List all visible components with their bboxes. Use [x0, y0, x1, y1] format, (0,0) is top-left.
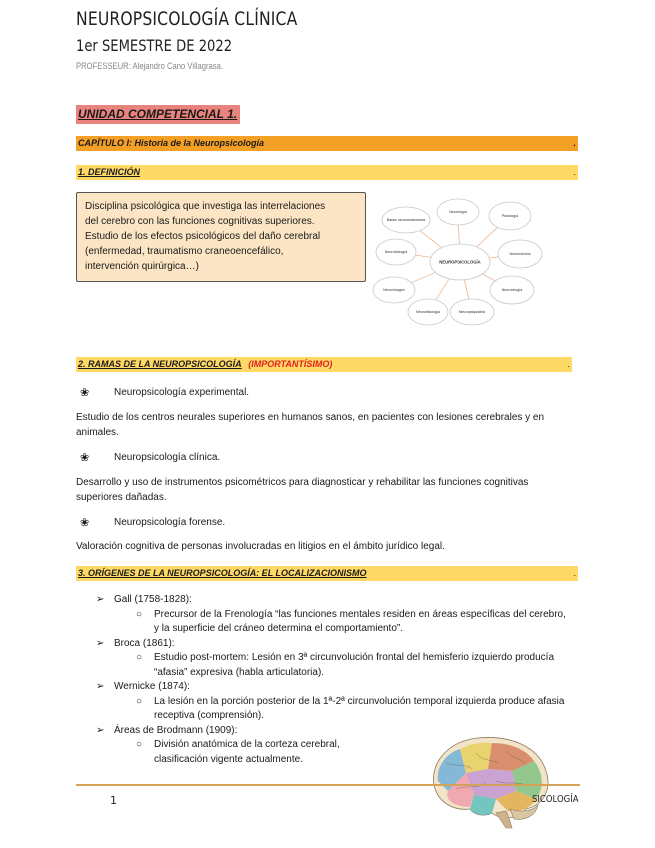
flower-bullet-icon: ❀ [80, 517, 90, 529]
footer-divider [76, 784, 580, 786]
diagram-center-label: NEUROPSICOLOGÍA [439, 259, 481, 265]
circle-bullet-icon: ○ [136, 608, 143, 620]
list-subitem [136, 651, 566, 680]
definition-line: intervención quirúrgica…) [85, 261, 199, 272]
origin-detail: Precursor de la Frenología “las funciones mentales residen en áreas específicas del cerebro, y la superficie del cráneo determina el comportamiento”. [154, 608, 566, 634]
definition-line: del cerebro con las funciones cognitivas superiores. [85, 216, 315, 227]
list-subitem [136, 608, 566, 637]
origin-name: Wernicke (1874): [114, 681, 190, 692]
brodmann-brain-image [426, 733, 554, 829]
rama-name: Neuropsicología experimental. [114, 387, 250, 398]
neuropsychology-diagram [372, 190, 547, 330]
rama-item [76, 516, 225, 529]
origin-detail: Estudio post-mortem: Lesión en 3ª circunvolución frontal del hemisferio izquierdo producía “afasia” expresiva (habla articulatoria). [154, 652, 555, 678]
origin-name: Gall (1758-1828): [114, 594, 192, 605]
chapter-dot: . [573, 138, 576, 148]
rama-description: Desarrollo y uso de instrumentos psicométricos para diagnosticar y rehabilitar las funciones cognitivas superiores dañadas. [76, 477, 529, 503]
diagram-node-label: Neurocirugía [501, 288, 523, 292]
list-item [96, 637, 566, 652]
origenes-heading-bar [76, 566, 578, 581]
circle-bullet-icon: ○ [136, 695, 143, 707]
circle-bullet-icon: ○ [136, 652, 143, 663]
origenes-heading: 3. ORÍGENES DE LA NEUROPSICOLOGÍA: EL LOCALIZACIONISMO [78, 568, 367, 578]
unit-heading: UNIDAD COMPETENCIAL 1. [76, 105, 240, 124]
flower-bullet-icon: ❀ [80, 387, 90, 399]
flower-bullet-icon: ❀ [80, 452, 90, 464]
semester-label: 1er SEMESTRE DE 2022 [76, 36, 233, 55]
origin-name: Áreas de Brodmann (1909): [114, 724, 238, 736]
diagram-node-label: Neuroimagen [383, 288, 405, 292]
origin-name: Broca (1861): [114, 637, 175, 649]
rama-description: Valoración cognitiva de personas involucradas en litigios en el ámbito jurídico legal. [76, 541, 445, 552]
arrow-bullet-icon: ➢ [96, 681, 105, 692]
definition-line: (enfermedad, traumatismo craneoencefálico, [85, 246, 284, 257]
diagram-node-label: Neurofisiología [416, 310, 440, 314]
important-label: (IMPORTANTÍSIMO) [248, 359, 333, 369]
rama-item [76, 451, 220, 464]
list-item [96, 680, 566, 695]
ramas-heading: 2. RAMAS DE LA NEUROPSICOLOGÍA [78, 359, 242, 369]
origin-detail: División anatómica de la corteza cerebral, clasificación vigente actualmente. [154, 739, 340, 765]
chapter-label: CAPÍTULO I: Historia de la Neuropsicología [78, 138, 265, 148]
rama-item [76, 386, 249, 399]
rama-name: Neuropsicología forense. [114, 517, 226, 528]
diagram-node-label: Neurobiología [384, 250, 408, 254]
ramas-heading-bar [76, 357, 572, 372]
arrow-bullet-icon: ➢ [96, 637, 105, 649]
diagram-node-label: Bases neuroanatómicas [386, 218, 426, 222]
arrow-bullet-icon: ➢ [96, 594, 105, 605]
diagram-node-label: Neuropsiquiatría [458, 310, 486, 314]
rama-description: Estudio de los centros neurales superiores en humanos sanos, en pacientes con lesiones cerebrales y en animales. [76, 412, 545, 438]
page-number: 1 [110, 794, 117, 807]
rama-name: Neuropsicología clínica. [114, 452, 221, 463]
origenes-dot: . [573, 568, 576, 578]
chapter-bar [76, 136, 578, 151]
diagram-node-label: Neurociencia [509, 252, 531, 256]
list-subitem [136, 695, 566, 724]
arrow-bullet-icon: ➢ [96, 724, 105, 736]
professor-label: PROFESSEUR: Alejandro Cano Villagrasa. [76, 61, 223, 71]
definition-heading-bar [76, 165, 578, 180]
definition-heading: 1. DEFINICIÓN [78, 167, 141, 177]
definition-box [76, 192, 366, 282]
diagram-node-label: Neurología [449, 210, 467, 214]
diagram-node-label: Psicología [501, 214, 519, 218]
definition-dot: . [573, 167, 576, 177]
document-title: NEUROPSICOLOGÍA CLÍNICA [76, 8, 298, 30]
circle-bullet-icon: ○ [136, 739, 143, 750]
list-item [96, 593, 566, 608]
ramas-dot: . [567, 359, 570, 369]
footer-label: SICOLOGÍA [532, 794, 579, 805]
definition-line: Disciplina psicológica que investiga las interrelaciones [85, 201, 326, 212]
definition-line: Estudio de los efectos psicológicos del daño cerebral [85, 231, 321, 242]
origin-detail: La lesión en la porción posterior de la 1ª-2ª circunvolución temporal izquierda produce afasia receptiva (comprensión). [154, 695, 565, 721]
